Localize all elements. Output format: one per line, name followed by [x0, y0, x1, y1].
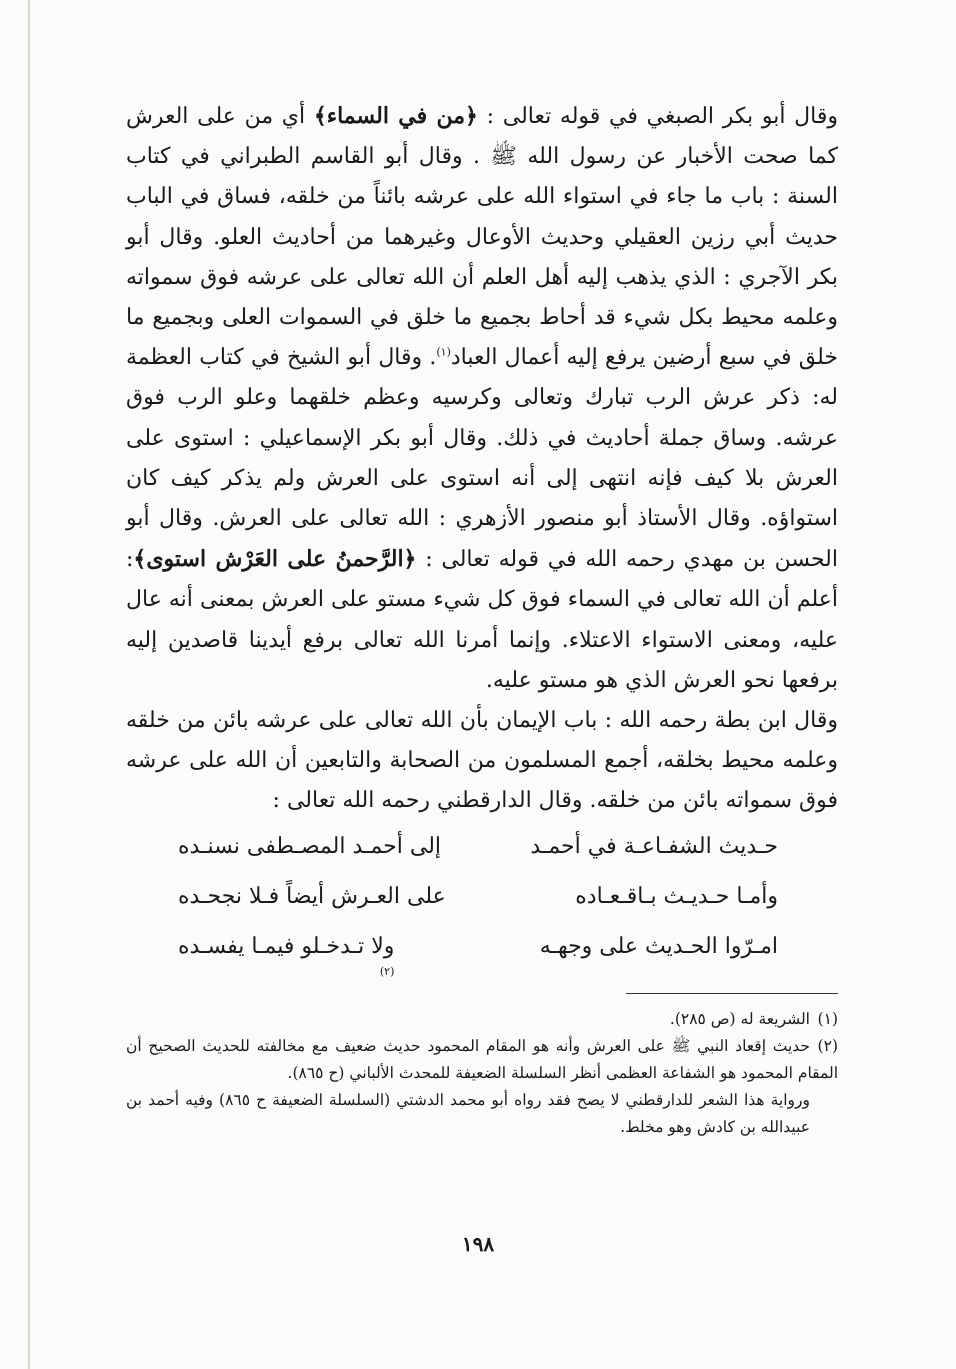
paragraph-1 [126, 96, 838, 701]
poem [178, 822, 778, 978]
text-run: وقال أبو بكر الصبغي في قوله تعالى : [477, 104, 838, 129]
hemistich-text: على العـرش أيضاً فـلا نجحـده [178, 884, 446, 909]
hemistich-text: إلى أحمـد المصـطفى نسنـده [178, 834, 442, 859]
footnote-ref: (١) [436, 345, 451, 359]
footnotes [126, 1006, 838, 1141]
poem-verse [178, 872, 778, 922]
quran-quote: ﴿الرَّحمنُ على العَرْش استوى﴾ [133, 546, 417, 573]
hemistich-second [178, 872, 446, 922]
poem-verse [178, 822, 778, 872]
footnote-separator [626, 993, 838, 994]
hemistich-first: حـديث الشفـاعـة في أحمـد [530, 834, 778, 859]
footnote-2 [126, 1033, 838, 1087]
page-number: ١٩٨ [461, 1232, 495, 1256]
footnote-number: (٢) [817, 1037, 838, 1055]
hemistich-second [178, 822, 441, 872]
paragraph-2: وقال ابن بطة رحمه الله : باب الإيمان بأن الله تعالى على عرشه بائن من خلقه وعلمه محيط بخلقه، أجمع المسلمون من الصحابة والتابعين أن الله على عرشه فوق سمواته بائن من خلقه. وقال الدارقطني رحمه الله تعالى : [126, 708, 838, 814]
footnote-number: (١) [817, 1010, 838, 1028]
text-run: : أعلم أن الله تعالى في السماء فوق كل شيء مستو على العرش بمعنى أنه عال عليه، ومعنى الاستواء الاعتلاء. وإنما أمرنا الله تعالى برفع أيدينا قاصدين إليه برفعها نحو العرش الذي هو مستو عليه. [126, 547, 838, 693]
hemistich-text: ولا تـدخـلو فيمـا يفسـده [178, 934, 395, 959]
footnote-text: حديث إقعاد النبي ﷺ على العرش وأنه هو المقام المحمود حديث ضعيف مع مخالفته للحديث الصحيح أن المقام المحمود هو الشفاعة العظمى أنظر السلسلة الضعيفة للمحدث الألباني (ح ٨٦٥). [126, 1037, 838, 1082]
footnote-text: الشريعة له (ص ٢٨٥). [669, 1010, 810, 1028]
footnote-2-continuation: ورواية هذا الشعر للدارقطني لا يصح فقد رواه أبو محمد الدشتي (السلسلة الضعيفة ح ٨٦٥) وفيه أحمد بن عبيدالله بن كادش وهو مخلط. [126, 1091, 810, 1136]
text-run: أي من على العرش كما صحت الأخبار عن رسول الله ﷺ . وقال أبو القاسم الطبراني في كتاب السنة : باب ما جاء في استواء الله على عرشه بائناً من خلقه، فساق في الباب حديث أبي رزين العقيلي وحديث الأوعال وغيرهما من أحاديث العلو. وقال أبو بكر الآجري : الذي يذهب إليه أهل العلم أن الله تعالى على عرشه فوق سمواته وعلمه محيط بكل شيء قد أحاط بجميع ما خلق في السموات العلى وبجميع ما خلق في سبع أرضين يرفع إليه أعمال العباد [126, 104, 839, 371]
footnote-1 [126, 1006, 838, 1033]
text-run: . وقال أبو الشيخ في كتاب العظمة له: ذكر عرش الرب تبارك وتعالى وكرسيه وعظم خلقهما وعلو الرب فوق عرشه. وساق جملة أحاديث في ذلك. وقال أبو بكر الإسماعيلي : استوى على العرش بلا كيف فإنه انتهى إلى أنه استوى على العرش ولم يذكر كيف كان استواؤه. وقال الأستاذ أبو منصور الأزهري : الله تعالى على العرش. وقال أبو الحسن بن مهدي رحمه الله في قوله تعالى : [126, 345, 839, 573]
hemistich-second: ولا تـدخـلو فيمـا يفسـده (٢) [178, 922, 394, 972]
poem-verse [178, 922, 778, 978]
hemistich-first: امـرّوا الحـديث على وجهـه [539, 934, 778, 959]
main-text [126, 96, 838, 822]
hemistich-first: وأمـا حـديـث بـاقـعـاده [575, 884, 778, 909]
quran-quote: ﴿من في السماء﴾ [313, 103, 478, 129]
page-edge-line [28, 0, 30, 1369]
